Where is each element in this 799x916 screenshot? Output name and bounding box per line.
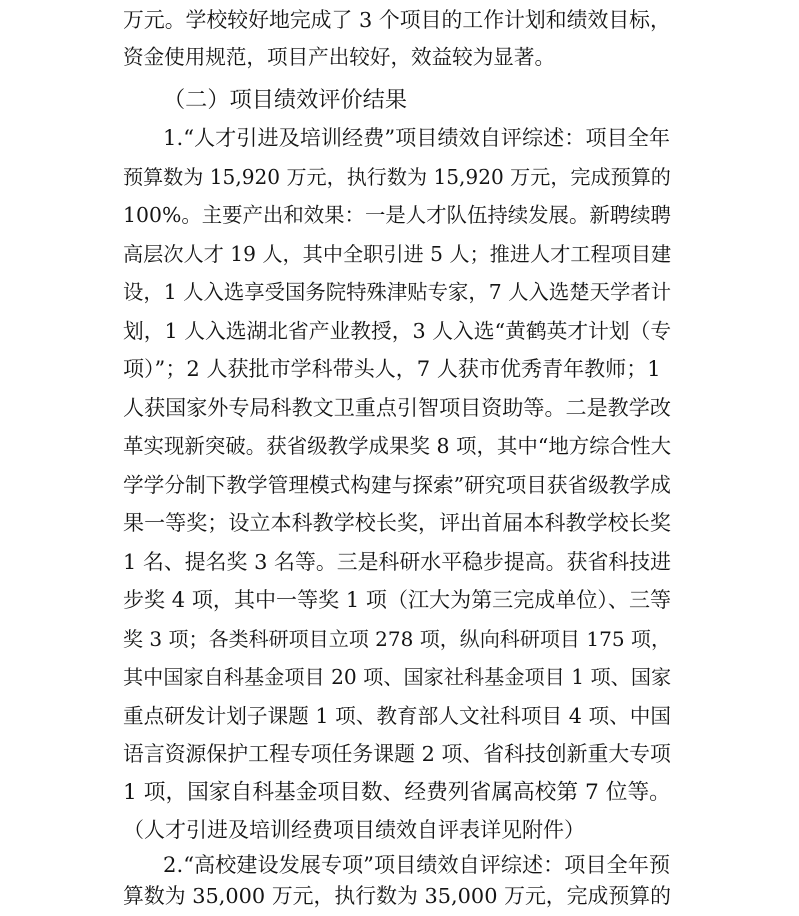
text-line: 其中国家自科基金项目 20 项、国家社科基金项目 1 项、国家 <box>123 665 672 689</box>
text-line: 高层次人才 19 人，其中全职引进 5 人；推进人才工程项目建 <box>123 242 672 266</box>
text-line: 1 名、提名奖 3 名等。三是科研水平稳步提高。获省科技进 <box>123 550 672 574</box>
text-line: 100%。主要产出和效果：一是人才队伍持续发展。新聘续聘 <box>123 203 671 227</box>
text-line: 语言资源保护工程专项任务课题 2 项、省科技创新重大专项 <box>123 742 671 766</box>
attachment-note: （人才引进及培训经费项目绩效自评表详见附件） <box>123 818 585 842</box>
text-line: 划，1 人入选湖北省产业教授，3 人入选“黄鹤英才计划（专 <box>123 319 672 343</box>
text-line: 重点研发计划子课题 1 项、教育部人文社科项目 4 项、中国 <box>123 704 672 728</box>
paragraph-start: 2.“高校建设发展专项”项目绩效自评综述：项目全年预 <box>163 852 671 877</box>
section-heading: （二）项目绩效评价结果 <box>163 87 408 113</box>
text-line: 奖 3 项；各类科研项目立项 278 项，纵向科研项目 175 项， <box>123 627 671 651</box>
text-line: 人获国家外专局科教文卫重点引智项目资助等。二是教学改 <box>123 395 671 420</box>
text-line: 万元。学校较好地完成了 3 个项目的工作计划和绩效目标， <box>123 8 671 32</box>
paragraph-start: 1.“人才引进及培训经费”项目绩效自评综述：项目全年 <box>163 125 671 150</box>
text-line: 步奖 4 项，其中一等奖 1 项（江大为第三完成单位）、三等 <box>123 587 672 612</box>
text-line: 1 项，国家自科基金项目数、经费列省属高校第 7 位等。 <box>123 780 671 805</box>
text-line: 设，1 人入选享受国务院特殊津贴专家，7 人入选楚天学者计 <box>123 280 672 304</box>
text-line: 算数为 35,000 万元，执行数为 35,000 万元，完成预算的 <box>123 884 671 908</box>
text-line: 果一等奖；设立本科教学校长奖，评出首届本科教学校长奖 <box>123 510 671 535</box>
text-line: 革实现新突破。获省级教学成果奖 8 项，其中“地方综合性大 <box>123 434 672 458</box>
text-line: 项）”；2 人获批市学科带头人，7 人获市优秀青年教师；1 <box>123 356 661 381</box>
text-line: 预算数为 15,920 万元，执行数为 15,920 万元，完成预算的 <box>123 165 671 189</box>
text-line: 学学分制下教学管理模式构建与探索”研究项目获省级教学成 <box>123 473 671 497</box>
text-line: 资金使用规范，项目产出较好，效益较为显著。 <box>123 45 556 69</box>
